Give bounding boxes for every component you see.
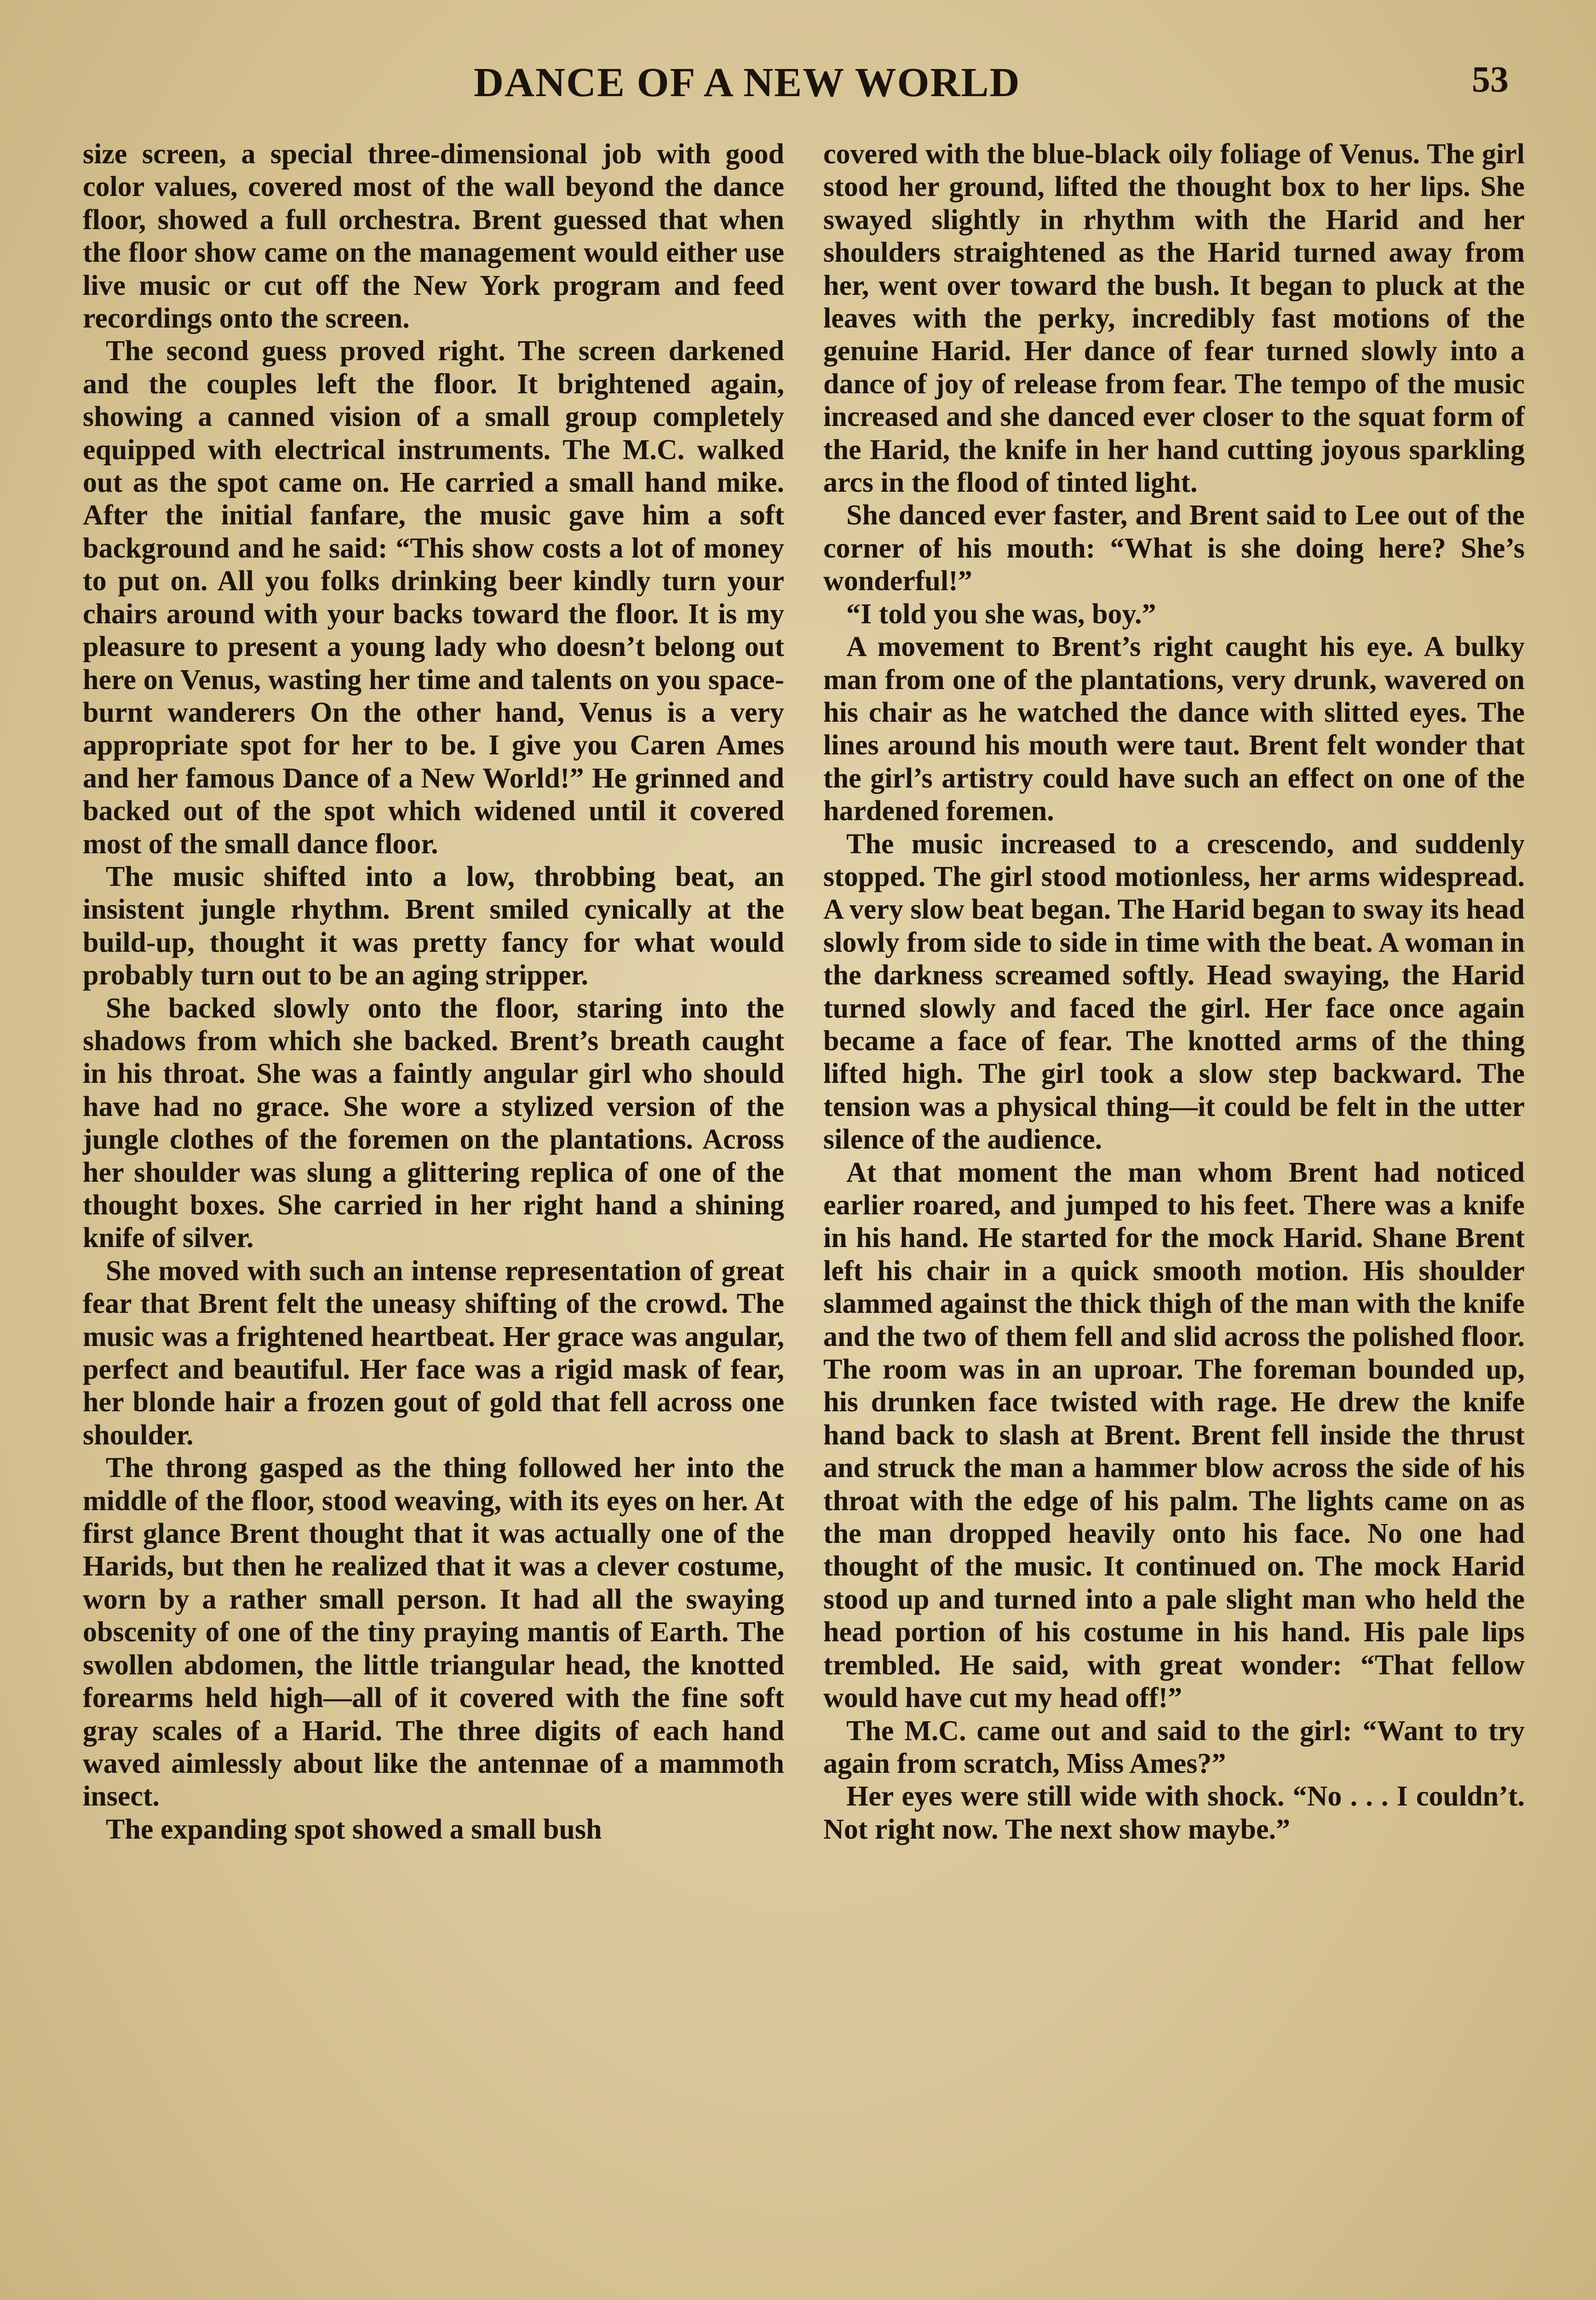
paragraph: The second guess proved right. The screen darkened and the couples left the floor. It brightened again, showing a canned vision of a small group completely equipped with electrical instruments. The M.C. walked out as the spot came on. He carried a small hand mike. After the initial fanfare, the music gave him a soft background and he said: “This show costs a lot of money to put on. All you folks drinking beer kindly turn your chairs around with your backs toward the floor. It is my pleasure to present a young lady who doesn’t belong out here on Venus, wasting her time and talents on you space-burnt wanderers On the other hand, Venus is a very appropriate spot for her to be. I give you Caren Ames and her famous Dance of a New World!” He grinned and backed out of the spot which widened until it covered most of the small dance floor. — [83, 335, 784, 860]
paragraph: She danced ever faster, and Brent said to Lee out of the corner of his mouth: “What is she doing here? She’s wonderful!” — [823, 500, 1525, 597]
paragraph: “I told you she was, boy.” — [846, 598, 1156, 630]
paragraph: size screen, a special three-dimensional job with good color values, covered most of the wall beyond the dance floor, showed a full orchestra. Brent guessed that when the floor show came on the management would either use live music or cut off the New York program and feed recordings onto the screen. — [83, 138, 784, 334]
paragraph: She backed slowly onto the floor, staring into the shadows from which she backed. Brent’s breath caught in his throat. She was a faintly angular girl who should have had no grace. She wore a stylized version of the jungle clothes of the foremen on the plantations. Across her shoulder was slung a glittering replica of one of the thought boxes. She carried in her right hand a shining knife of silver. — [83, 992, 784, 1254]
paragraph: covered with the blue-black oily foliage of Venus. The girl stood her ground, lifted the thought box to her lips. She swayed slightly in rhythm with the Harid and her shoulders straightened as the Harid turned away from her, went over toward the bush. It began to pluck at the leaves with the perky, incredibly fast motions of the genuine Harid. Her dance of fear turned slowly into a dance of joy of release from fear. The tempo of the music increased and she danced ever closer to the squat form of the Harid, the knife in her hand cutting joyous sparkling arcs in the flood of tinted light. — [823, 138, 1525, 499]
running-title: DANCE OF A NEW WORLD — [474, 60, 1021, 105]
paragraph: The expanding spot showed a small bush — [106, 1813, 602, 1845]
paragraph: The music shifted into a low, throbbing beat, an insistent jungle rhythm. Brent smiled cynically at the build-up, thought it was pretty fancy for what would probably turn out to be an aging stripper. — [83, 861, 784, 991]
paragraph: At that moment the man whom Brent had noticed earlier roared, and jumped to his feet. There was a knife in his hand. He started for the mock Harid. Shane Brent left his chair in a quick smooth motion. His shoulder slammed against the thick thigh of the man with the knife and the two of them fell and slid across the polished floor. The room was in an uproar. The foreman bounded up, his drunken face twisted with rage. He drew the knife hand back to slash at Brent. Brent fell inside the thrust and struck the man a hammer blow across the side of his throat with the edge of his palm. The lights came on as the man dropped heavily onto his face. No one had thought of the music. It continued on. The mock Harid stood up and turned into a pale slight man who held the head portion of his costume in his hand. His pale lips trembled. He said, with great wonder: “That fellow would have cut my head off!” — [823, 1156, 1525, 1714]
paragraph: The M.C. came out and said to the girl: “Want to try again from scratch, Miss Ames?” — [823, 1715, 1525, 1779]
paragraph: She moved with such an intense representation of great fear that Brent felt the uneasy shifting of the crowd. The music was a frightened heartbeat. Her grace was angular, perfect and beautiful. Her face was a rigid mask of fear, her blonde hair a frozen gout of gold that fell across one shoulder. — [83, 1255, 784, 1451]
paragraph: A movement to Brent’s right caught his eye. A bulky man from one of the plantations, very drunk, wavered on his chair as he watched the dance with slitted eyes. The lines around his mouth were taut. Brent felt wonder that the girl’s artistry could have such an effect on one of the hardened foremen. — [823, 631, 1525, 827]
paragraph: Her eyes were still wide with shock. “No . . . I couldn’t. Not right now. The next show maybe.” — [823, 1781, 1525, 1845]
paragraph: The throng gasped as the thing followed her into the middle of the floor, stood weaving, with its eyes on her. At first glance Brent thought that it was actually one of the Harids, but then he realized that it was a clever costume, worn by a rather small person. It had all the swaying obscenity of one of the tiny praying mantis of Earth. The swollen abdomen, the little triangular head, the knotted forearms held high—all of it covered with the fine soft gray scales of a Harid. The three digits of each hand waved aimlessly about like the antennae of a mammoth insect. — [83, 1452, 784, 1812]
left-column — [83, 138, 784, 1846]
page-number: 53 — [1472, 59, 1509, 100]
paragraph: The music increased to a crescendo, and suddenly stopped. The girl stood motionless, her arms widespread. A very slow beat began. The Harid began to sway its head slowly from side to side in time with the beat. A woman in the darkness screamed softly. Head swaying, the Harid turned slowly and faced the girl. Her face once again became a face of fear. The knotted arms of the thing lifted high. The girl took a slow step backward. The tension was a physical thing—it could be felt in the utter silence of the audience. — [823, 828, 1525, 1156]
right-column — [823, 138, 1525, 1846]
